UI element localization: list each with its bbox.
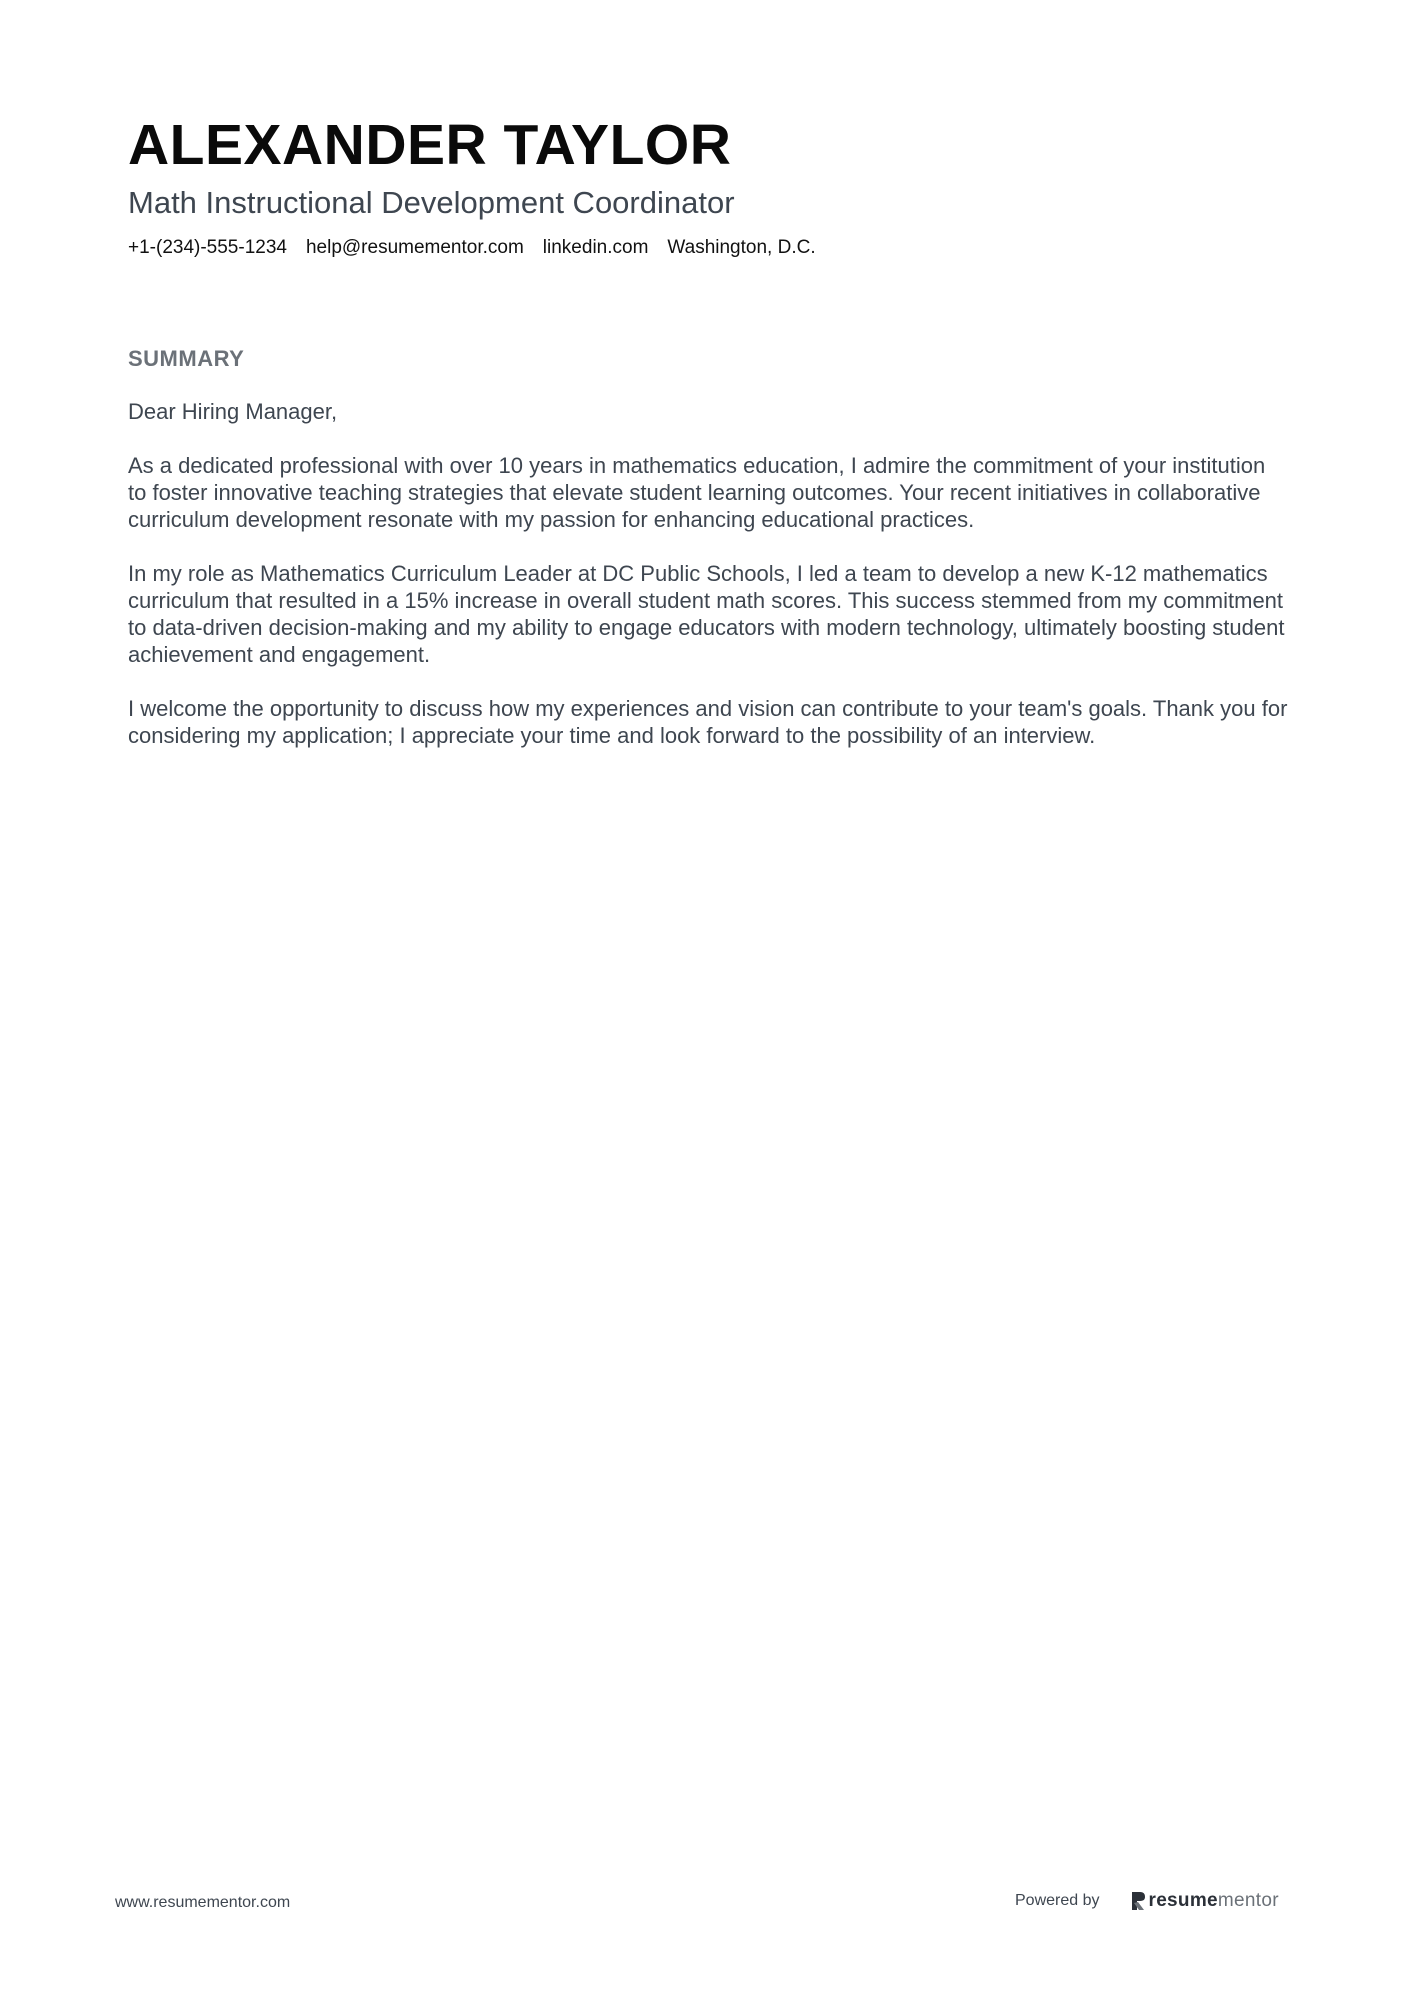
resume-header	[128, 110, 1288, 260]
brand-name-strong: resume	[1148, 1890, 1218, 1911]
brand-name-light: mentor	[1217, 1890, 1279, 1911]
letter-paragraph: As a dedicated professional with over 10 years in mathematics education, I admire the commitment of your institution to foster innovative teaching strategies that elevate student learning outcomes. Your recent initiatives in collaborative curriculum development resonate with my passion for enhancing educational practices.	[128, 453, 1266, 532]
resumementor-logo-icon	[1130, 1891, 1146, 1911]
letter-paragraph: I welcome the opportunity to discuss how my experiences and vision can contribute to your team's goals. Thank you for considering my application; I appreciate your time and look forward to the possibility of an interview.	[128, 696, 1288, 748]
powered-by-label: Powered by	[1015, 1892, 1100, 1909]
contact-location: Washington, D.C.	[667, 237, 816, 258]
letter-salutation: Dear Hiring Manager,	[128, 399, 338, 424]
footer-website-link[interactable]: www.resumementor.com	[115, 1894, 291, 1911]
candidate-name: ALEXANDER TAYLOR	[128, 113, 732, 177]
contact-email[interactable]: help@resumementor.com	[305, 237, 524, 258]
letter-paragraph: In my role as Mathematics Curriculum Leader at DC Public Schools, I led a team to develop a new K-12 mathematics curriculum that resulted in a 15% increase in overall student math scores. This success stemmed from my commitment to data-driven decision-making and my ability to engage educators with modern technology, ultimately boosting student achievement and engagement.	[128, 561, 1285, 667]
summary-heading: SUMMARY	[128, 346, 245, 371]
cover-letter-body	[128, 398, 1288, 776]
brand-logo[interactable]	[1130, 1890, 1279, 1912]
contact-row	[128, 236, 1288, 260]
job-title: Math Instructional Development Coordinator	[128, 185, 735, 220]
contact-linkedin[interactable]: linkedin.com	[542, 237, 649, 258]
footer-branding	[1015, 1890, 1279, 1912]
contact-phone[interactable]: +1-(234)-555-1234	[128, 237, 287, 258]
